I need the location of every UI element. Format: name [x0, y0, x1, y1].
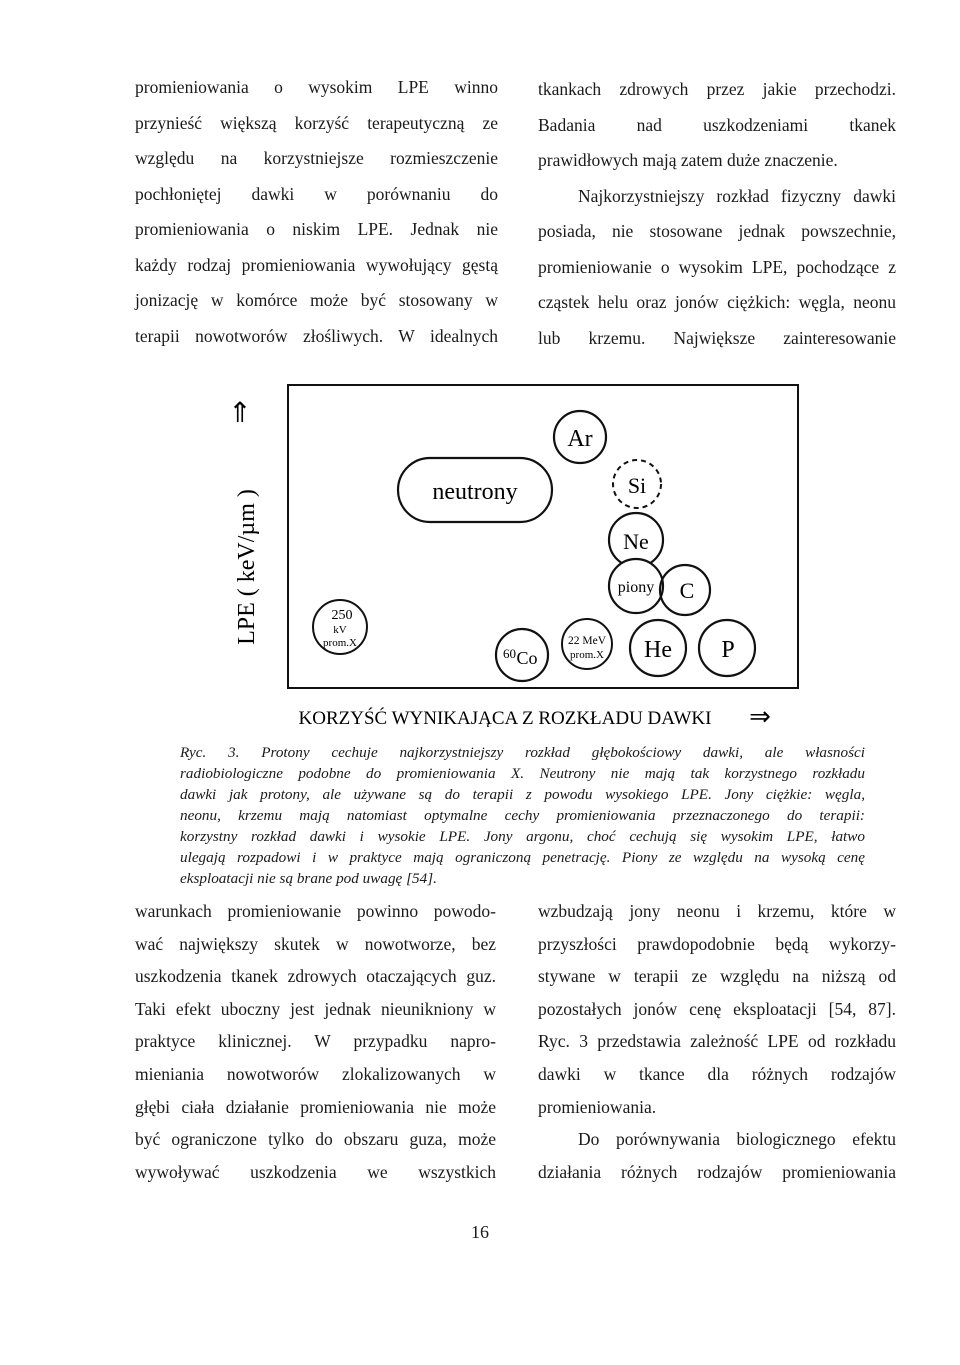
caption-line: radiobiologiczne podobne do promieniowania X. Neutrony nie mają tak korzystnego rozkładu: [180, 765, 865, 782]
text-line: tkankach zdrowych przez jakie przechodzi.: [538, 79, 896, 99]
y-axis-arrow-icon: ⇑: [228, 398, 252, 429]
he-label: He: [644, 637, 672, 663]
text-column-bottom-left: [135, 895, 496, 1188]
text-line: wzbudzają jony neonu i krzemu, które w: [538, 901, 896, 921]
text-line: promieniowanie o wysokim LPE, pochodzące z: [538, 256, 896, 277]
x-axis-label: KORZYŚĆ WYNIKAJĄCA Z ROZKŁADU DAWKI: [298, 708, 712, 727]
text-line: terapii nowotworów złośliwych. W idealnych: [135, 325, 498, 346]
mev22-type: prom.X: [570, 649, 604, 661]
text-line: prawidłowych mają zatem duże znaczenie.: [538, 150, 838, 170]
figure-ryc-3: [220, 382, 810, 727]
page-number: 16: [471, 1222, 489, 1242]
caption-line: neonu, krzemu mają natomiast optymalne cechy promieniowania przeznaczonego do terapii:: [180, 807, 865, 824]
text-line: głębi ciała działanie promieniowania nie może: [135, 1096, 496, 1117]
text-column-top-left: [135, 70, 498, 354]
ne-label: Ne: [623, 529, 649, 554]
text-line: każdy rodzaj promieniowania wywołujący gęstą: [135, 254, 498, 275]
text-line: dawki w tkance dla różnych rodzajów: [538, 1063, 896, 1084]
caption-line: Ryc. 3. Protony cechuje najkorzystniejszy rozkład głębokościowy dawki, ale własności: [180, 744, 865, 761]
text-line: posiada, nie stosowane jednak powszechnie,: [538, 221, 896, 241]
text-line: promieniowania o niskim LPE. Jednak nie: [135, 219, 498, 239]
ar-label: Ar: [567, 426, 593, 452]
text-line: przynieść większą korzyść terapeutyczną ze: [135, 112, 498, 133]
caption-line: ulegają rozpadowi i w praktyce mają ograniczoną penetrację. Piony ze względu na wysoką cenę: [180, 849, 865, 866]
mev22-energy: 22 MeV: [567, 635, 607, 647]
text-line: pozostałych jonów cenę eksploatacji [54, 87].: [538, 998, 896, 1019]
text-line: stywane w terapii ze względu na niższą od: [538, 966, 896, 987]
kv250-value: 250: [331, 608, 353, 623]
text-column-bottom-right: [538, 895, 896, 1188]
text-line: Badania nad uszkodzeniami tkanek: [538, 114, 896, 135]
text-line: promieniowania.: [538, 1096, 657, 1117]
si-label: Si: [627, 473, 647, 498]
caption-line: dawki jak protony, ale używane są do terapii z powodu wysokiego LPE. Jony ciężkie: węgla,: [180, 786, 865, 803]
caption-line: korzystny rozkład dawki i wysokie LPE. Jony argonu, choć cechują się wysokim LPE, łatwo: [180, 828, 865, 845]
text-line: być ograniczone tylko do obszaru guza, może: [135, 1129, 496, 1150]
text-line: uszkodzenia tkanek zdrowych otaczających guz.: [135, 966, 496, 987]
text-line: Do porównywania biologicznego efektu: [578, 1129, 896, 1150]
c-label: C: [679, 578, 695, 603]
text-line: promieniowania o wysokim LPE winno: [135, 77, 498, 97]
text-line: jonizację w komórce może być stosowany w: [135, 290, 498, 310]
kv250-type: prom.X: [323, 637, 357, 649]
text-line: Taki efekt uboczny jest jednak nieunikniony w: [135, 998, 496, 1019]
p-label: P: [721, 637, 735, 663]
text-column-top-right: [538, 72, 896, 356]
co60-symbol: Co: [516, 648, 538, 668]
neutrony-label: neutrony: [432, 479, 518, 505]
text-line: pochłoniętej dawki w porównaniu do: [135, 183, 498, 204]
x-axis-arrow-icon: ⇒: [749, 702, 771, 727]
y-axis-label: LPE ( keV/µm ): [234, 489, 260, 645]
text-line: cząstek helu oraz jonów ciężkich: węgla, neonu: [538, 292, 896, 312]
text-line: praktyce klinicznej. W przypadku napro-: [135, 1031, 496, 1052]
text-line: warunkach promieniowanie powinno powodo-: [135, 901, 496, 921]
text-line: wać największy skutek w nowotworze, bez: [135, 933, 496, 954]
caption-line: eksploatacji nie są brane pod uwagę [54].: [180, 870, 437, 887]
co60-mass-number: 60: [503, 646, 516, 661]
text-line: działania różnych rodzajów promieniowania: [538, 1161, 896, 1182]
kv250-unit: kV: [333, 624, 347, 636]
text-line: lub krzemu. Największe zainteresowanie: [538, 327, 896, 348]
text-line: wywoływać uszkodzenia we wszystkich: [135, 1161, 496, 1182]
text-line: przyszłości prawdopodobnie będą wykorzy-: [538, 933, 896, 954]
figure-diagram: [220, 382, 810, 727]
text-line: mieniania nowotworów zlokalizowanych w: [135, 1063, 496, 1084]
text-line: względu na korzystniejsze rozmieszczenie: [135, 148, 498, 168]
figure-caption: [180, 742, 865, 889]
piony-label: piony: [617, 579, 655, 596]
text-line: Najkorzystniejszy rozkład fizyczny dawki: [578, 185, 896, 206]
text-line: Ryc. 3 przedstawia zależność LPE od rozkładu: [538, 1031, 896, 1052]
